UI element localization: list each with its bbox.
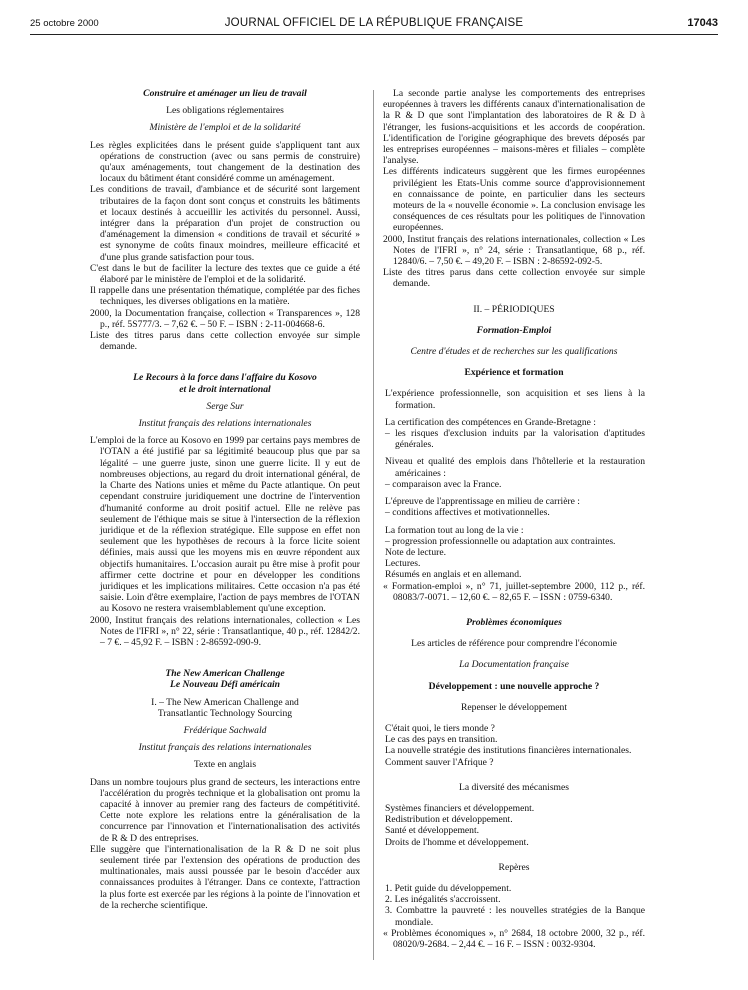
page-number: 17043 — [687, 17, 718, 29]
entry-title: The New American Challenge — [165, 668, 285, 680]
list-item: L'épreuve de l'apprentissage en milieu de carrière : — [385, 496, 580, 508]
list-item: 3. Combattre la pauvreté : les nouvelles stratégies de la Banque mondiale. — [385, 905, 645, 928]
entry-author: Frédérique Sachwald — [183, 724, 267, 736]
list-item: Lectures. — [385, 558, 421, 570]
paragraph: Les conditions de travail, d'ambiance et de sécurité sont largement tributaires de la façon dont sont conçus et construits les bâtiments et locaux destinés à accueillir les activités du personnel. Aussi, intégrer dans la préparation d'un projet de construction ou d'aménagement la dimension « conditions de travail et sécurité » est synonyme de coûts finaux moindres, meilleure efficacité et d'une plus grande satisfaction pour tous. — [90, 184, 360, 263]
list-item: La certification des compétences en Grande-Bretagne : — [385, 416, 596, 428]
issue-theme: Développement : une nouvelle approche ? — [428, 680, 600, 692]
paragraph: Il rappelle dans une présentation thématique, complétée par des fiches techniques, les diverses obligations en la matière. — [90, 285, 360, 308]
section-heading: II. – PÉRIODIQUES — [473, 303, 555, 315]
paragraph: C'est dans le but de faciliter la lecture des textes que ce guide a été élaboré par le ministère de l'emploi et de la solidarité. — [90, 262, 360, 286]
list-item: Résumés en anglais et en allemand. — [385, 569, 522, 581]
entry-subtitle: Les articles de référence pour comprendre l'économie — [411, 638, 617, 650]
note: Liste des titres parus dans cette collection envoyée sur simple demande. — [383, 267, 645, 290]
list-item: Santé et développement. — [385, 825, 480, 837]
list-item: – les risques d'exclusion induits par la valorisation d'aptitudes générales. — [385, 428, 645, 451]
list-item: Niveau et qualité des emplois dans l'hôtellerie et la restauration américaines : — [385, 456, 645, 479]
paragraph: La seconde partie analyse les comportements des entreprises européennes à travers les différents canaux d'internationalisation de la R & D que sont l'implantation des laboratoires de R & D à l'étranger, les fusions-acquisitions et les accords de coopération. L'identification de l'origine géographique des brevets déposés par les entreprises européennes – maisons-mères et filiales – complète l'analyse. — [383, 88, 645, 167]
entry-title: Formation-Emploi — [476, 324, 552, 336]
subsection-heading: Repenser le développement — [460, 701, 568, 713]
entry-author: Ministère de l'emploi et de la solidarité — [149, 122, 301, 134]
entry-language: Texte en anglais — [193, 759, 257, 771]
reference: 2000, Institut français des relations internationales, collection « Les Notes de l'IFRI », n° 22, série : Transatlantique, 40 p., réf. 12842/2. – 7 €. – 45,92 F. – ISBN : 2-86592-090-9. — [90, 614, 360, 648]
issue-date: 25 octobre 2000 — [30, 18, 99, 29]
list-item: La formation tout au long de la vie : — [385, 524, 524, 536]
list-item: 2. Les inégalités s'accroissent. — [385, 894, 501, 906]
paragraph: Dans un nombre toujours plus grand de secteurs, les interactions entre l'accélération du progrès technique et la globalisation ont promu la capacité à innover au premier rang des facteurs de compétitivité. Cette note explore les relations entre la généralisation de la concurrence par l'innovation et l'internationalisation des activités de R & D des entreprises. — [90, 776, 360, 844]
note: Liste des titres parus dans cette collection envoyée sur simple demande. — [90, 330, 360, 353]
list-item: Droits de l'homme et développement. — [385, 836, 529, 848]
left-column — [90, 88, 360, 911]
list-item: Systèmes financiers et développement. — [385, 802, 535, 814]
list-item: – comparaison avec la France. — [385, 478, 502, 490]
column-separator — [373, 90, 374, 960]
paragraph: L'emploi de la force au Kosovo en 1999 par certains pays membres de l'OTAN a été justifié par sa légitimité beaucoup plus que par sa légalité – une guerre juste, sinon une guerre licite. Il y eut de nombreuses objections, au regard du droit international général, de la Charte des Nations unies et même du Pacte atlantique. On peut cependant construire juridiquement une doctrine de l'intervention d'humanité conforme au droit positif actuel. Elle ne relève pas seulement de l'éthique mais se situe à l'intersection de la réflexion juridique et de la réflexion stratégique. Elle suppose en effet non seulement que les hypothèses de recours à la force licite soient définies, mais aussi que les moyens mis en œuvre répondent aux objectifs humanitaires. L'occasion aurait pu être mise à profit pour affirmer cette doctrine et pour en développer les conditions juridiques et les implications militaires. Cette occasion n'a pas été saisie. Loin d'être exemplaire, l'action de pays membres de l'OTAN au Kosovo ne restera vraisemblablement qu'une exception. — [90, 435, 360, 615]
header-rule — [30, 34, 718, 35]
subsection-heading: Repères — [498, 861, 530, 873]
entry-author: Serge Sur — [206, 400, 244, 412]
entry-org: Institut français des relations internationales — [138, 742, 312, 754]
list-item: La nouvelle stratégie des institutions financières internationales. — [385, 745, 632, 757]
list-item: 1. Petit guide du développement. — [385, 882, 512, 894]
entry-subtitle: Transatlantic Technology Sourcing — [157, 707, 293, 719]
reference: 2000, Institut français des relations internationales, collection « Les Notes de l'IFRI », n° 24, série : Transatlantique, 68 p., réf. 12840/6. – 7,50 €. – 49,20 F. – ISBN : 2-86592-092-5. — [383, 233, 645, 268]
list-item: Redistribution et développement. — [385, 814, 513, 826]
list-item: L'expérience professionnelle, son acquisition et ses liens à la formation. — [385, 388, 645, 411]
journal-title: JOURNAL OFFICIEL DE LA RÉPUBLIQUE FRANÇAISE — [224, 17, 524, 29]
entry-org: Centre d'études et de recherches sur les qualifications — [410, 346, 618, 358]
paragraph: Les différents indicateurs suggèrent que les firmes européennes privilégient les Etats-Unis comme source d'approvisionnement en connaissance de pointe, en particulier dans les secteurs moteurs de la « nouvelle économie ». La conclusion envisage les conséquences de ces résultats pour les politiques de l'innovation européennes. — [383, 166, 645, 234]
list-item: – conditions affectives et motivationnelles. — [385, 507, 550, 519]
list-item: – progression professionnelle ou adaptation aux contraintes. — [385, 535, 616, 547]
right-column — [383, 88, 645, 950]
reference: « Formation-emploi », n° 71, juillet-septembre 2000, 112 p., réf. 08083/7-0071. – 12,60 €. – 82,65 F. – ISSN : 0759-6340. — [383, 580, 645, 603]
entry-org: Institut français des relations internationales — [138, 418, 312, 430]
entry-title: Problèmes économiques — [466, 616, 562, 628]
entry-subtitle: I. – The New American Challenge and — [151, 696, 299, 708]
entry-title: Le Recours à la force dans l'affaire du Kosovo — [133, 372, 317, 384]
entry-title: Le Nouveau Défi américain — [169, 679, 281, 691]
subsection-heading: La diversité des mécanismes — [458, 781, 570, 793]
entry-title: Construire et aménager un lieu de travail — [143, 88, 307, 99]
issue-theme: Expérience et formation — [464, 367, 564, 379]
paragraph: Elle suggère que l'internationalisation de la R & D ne soit plus seulement tirée par l'extension des opérations de production des multinationales, mais aussi poussée par le besoin d'accéder aux connaissances produites à l'étranger. Dans ce contexte, l'attraction la plus forte est exercée par les régions à la pointe de l'innovation et de la recherche scientifique. — [90, 843, 360, 911]
paragraph: Les règles explicitées dans le présent guide s'appliquent tant aux opérations de construction (avec ou sans permis de construire) qu'aux aménagements, tout changement de la destination des locaux du bâtiment étant considéré comme un aménagement. — [90, 139, 360, 185]
entry-publisher: La Documentation française — [459, 659, 569, 671]
entry-subtitle: Les obligations réglementaires — [166, 105, 284, 117]
list-item: Comment sauver l'Afrique ? — [385, 756, 494, 768]
list-item: Le cas des pays en transition. — [385, 734, 498, 746]
page-header — [30, 16, 718, 36]
reference: « Problèmes économiques », n° 2684, 18 octobre 2000, 32 p., réf. 08020/9-2684. – 2,44 €. – 16 F. – ISSN : 0032-9304. — [383, 927, 645, 950]
entry-title: et le droit international — [179, 383, 271, 395]
reference: 2000, la Documentation française, collection « Transparences », 128 p., réf. 5S777/3. – 7,62 €. – 50 F. – ISBN : 2-11-004668-6. — [90, 307, 360, 330]
list-item: C'était quoi, le tiers monde ? — [385, 722, 495, 734]
list-item: Note de lecture. — [385, 546, 446, 558]
